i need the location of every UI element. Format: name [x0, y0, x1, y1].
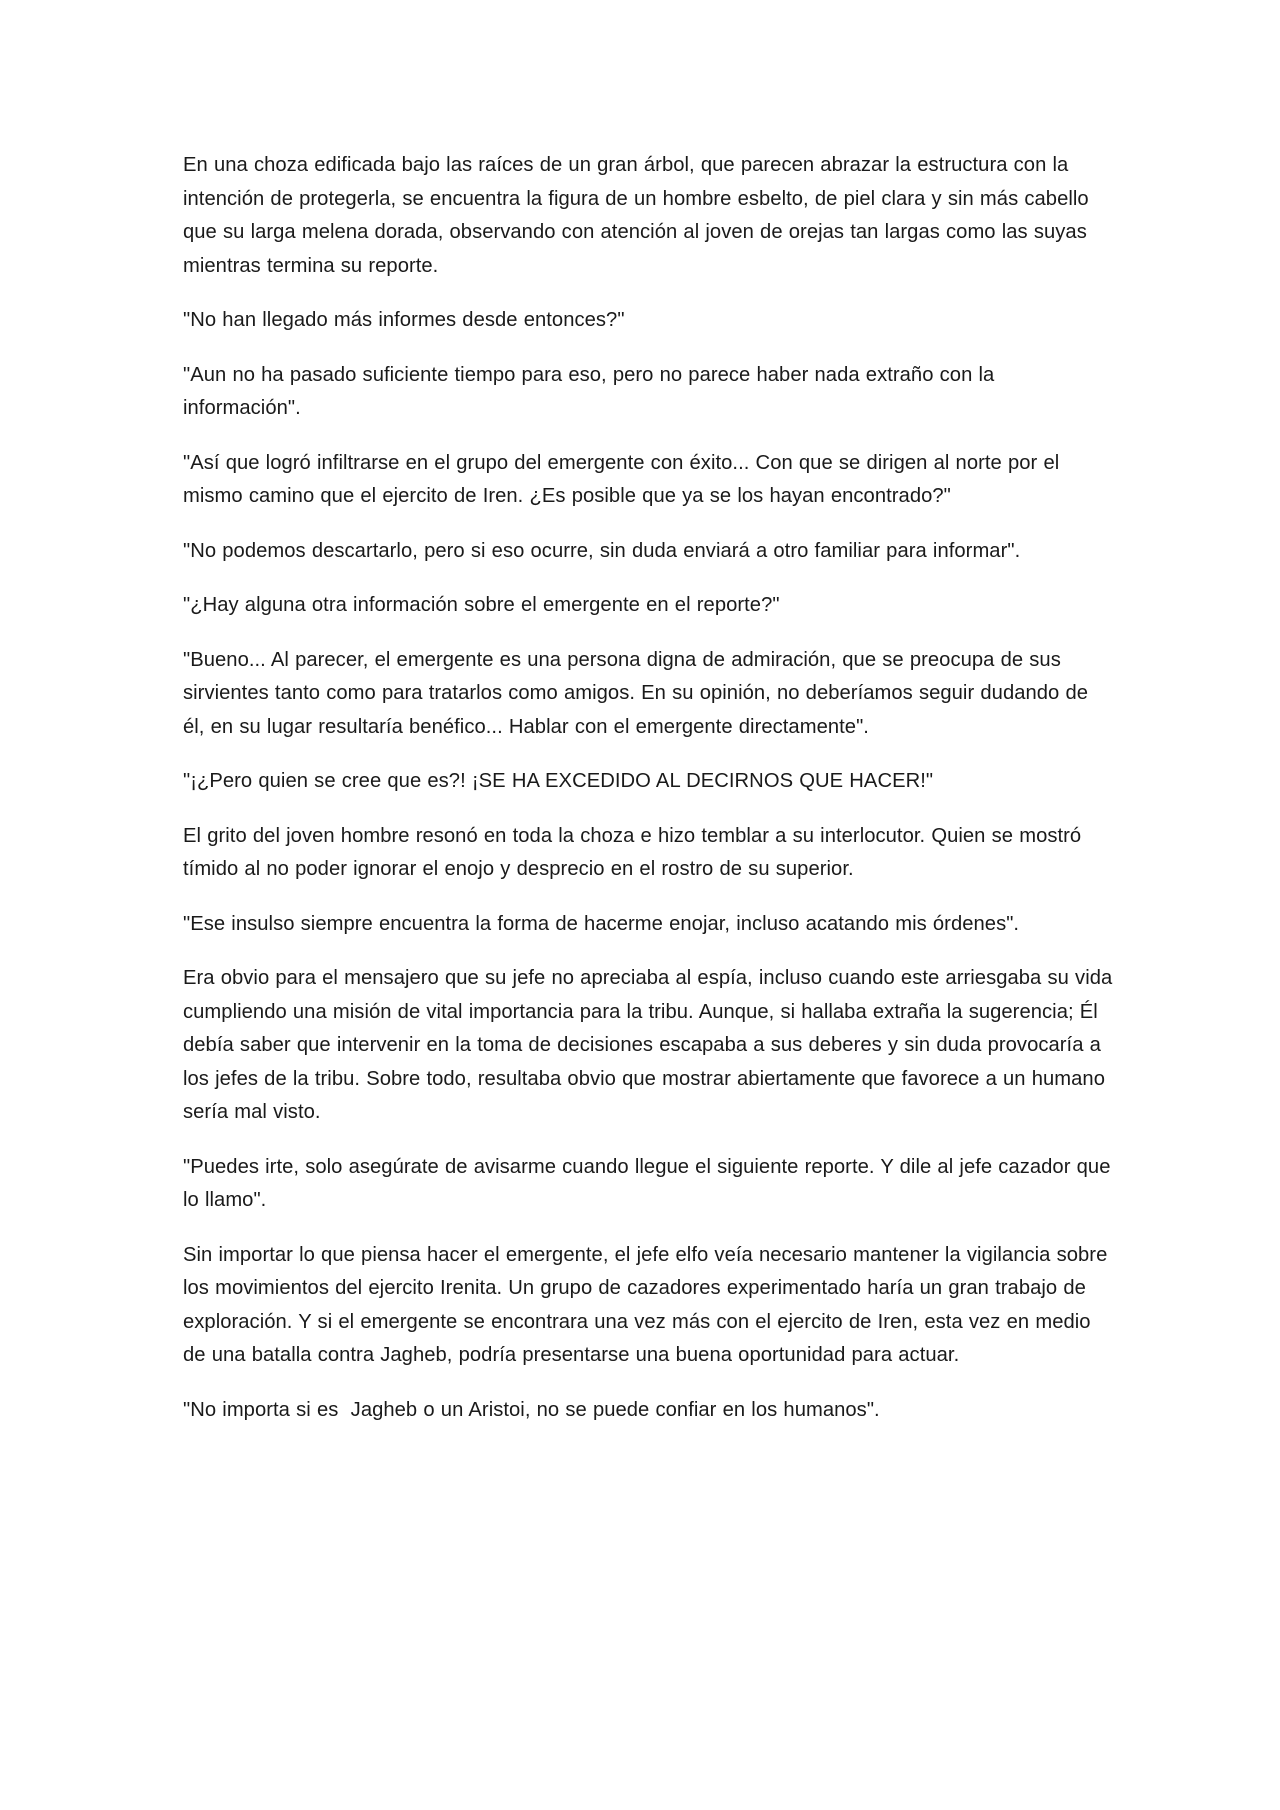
document-body [183, 149, 1113, 1448]
paragraph-9: El grito del joven hombre resonó en toda la choza e hizo temblar a su interlocutor. Quien se mostró tímido al no poder ignorar el enojo y desprecio en el rostro de su superior. [183, 824, 1082, 880]
paragraph-5: "No podemos descartarlo, pero si eso ocurre, sin duda enviará a otro familiar para informar". [183, 539, 1021, 562]
paragraph-14: "No importa si es Jagheb o un Aristoi, no se puede confiar en los humanos". [183, 1398, 880, 1421]
paragraph-10: "Ese insulso siempre encuentra la forma de hacerme enojar, incluso acatando mis órdenes". [183, 912, 1020, 935]
paragraph-1: En una choza edificada bajo las raíces de un gran árbol, que parecen abrazar la estructura con la intención de protegerla, se encuentra la figura de un hombre esbelto, de piel clara y sin más cabello que su larga melena dorada, observando con atención al joven de orejas tan largas como las suyas mientras termina su reporte. [183, 154, 1089, 277]
paragraph-2: "No han llegado más informes desde entonces?" [183, 309, 625, 331]
paragraph-7: "Bueno... Al parecer, el emergente es una persona digna de admiración, que se preocupa de sus sirvientes tanto como para tratarlos como amigos. En su opinión, no deberíamos seguir dudando de él, en su lugar resultaría benéfico... Hablar con el emergente directamente". [183, 648, 1089, 738]
paragraph-12: "Puedes irte, solo asegúrate de avisarme cuando llegue el siguiente reporte. Y dile al jefe cazador que lo llamo". [183, 1155, 1111, 1211]
paragraph-13: Sin importar lo que piensa hacer el emergente, el jefe elfo veía necesario mantener la vigilancia sobre los movimientos del ejercito Irenita. Un grupo de cazadores experimentado haría un gran trabajo de exploración. Y si el emergente se encontrara una vez más con el ejercito de Iren, esta vez en medio de una batalla contra Jagheb, podría presentarse una buena oportunidad para actuar. [183, 1243, 1108, 1366]
paragraph-6: "¿Hay alguna otra información sobre el emergente en el reporte?" [183, 594, 780, 616]
paragraph-11: Era obvio para el mensajero que su jefe no apreciaba al espía, incluso cuando este arriesgaba su vida cumpliendo una misión de vital importancia para la tribu. Aunque, si hallaba extraña la sugerencia; Él debía saber que intervenir en la toma de decisiones escapaba a sus deberes y sin duda provocaría a los jefes de la tribu. Sobre todo, resultaba obvio que mostrar abiertamente que favorece a un humano sería mal visto. [183, 967, 1113, 1123]
paragraph-4: "Así que logró infiltrarse en el grupo del emergente con éxito... Con que se dirigen al norte por el mismo camino que el ejercito de Iren. ¿Es posible que ya se los hayan encontrado?" [183, 451, 1060, 507]
paragraph-8: "¡¿Pero quien se cree que es?! ¡SE HA EXCEDIDO AL DECIRNOS QUE HACER!" [183, 770, 934, 792]
paragraph-3: "Aun no ha pasado suficiente tiempo para eso, pero no parece haber nada extraño con la información". [183, 363, 995, 419]
